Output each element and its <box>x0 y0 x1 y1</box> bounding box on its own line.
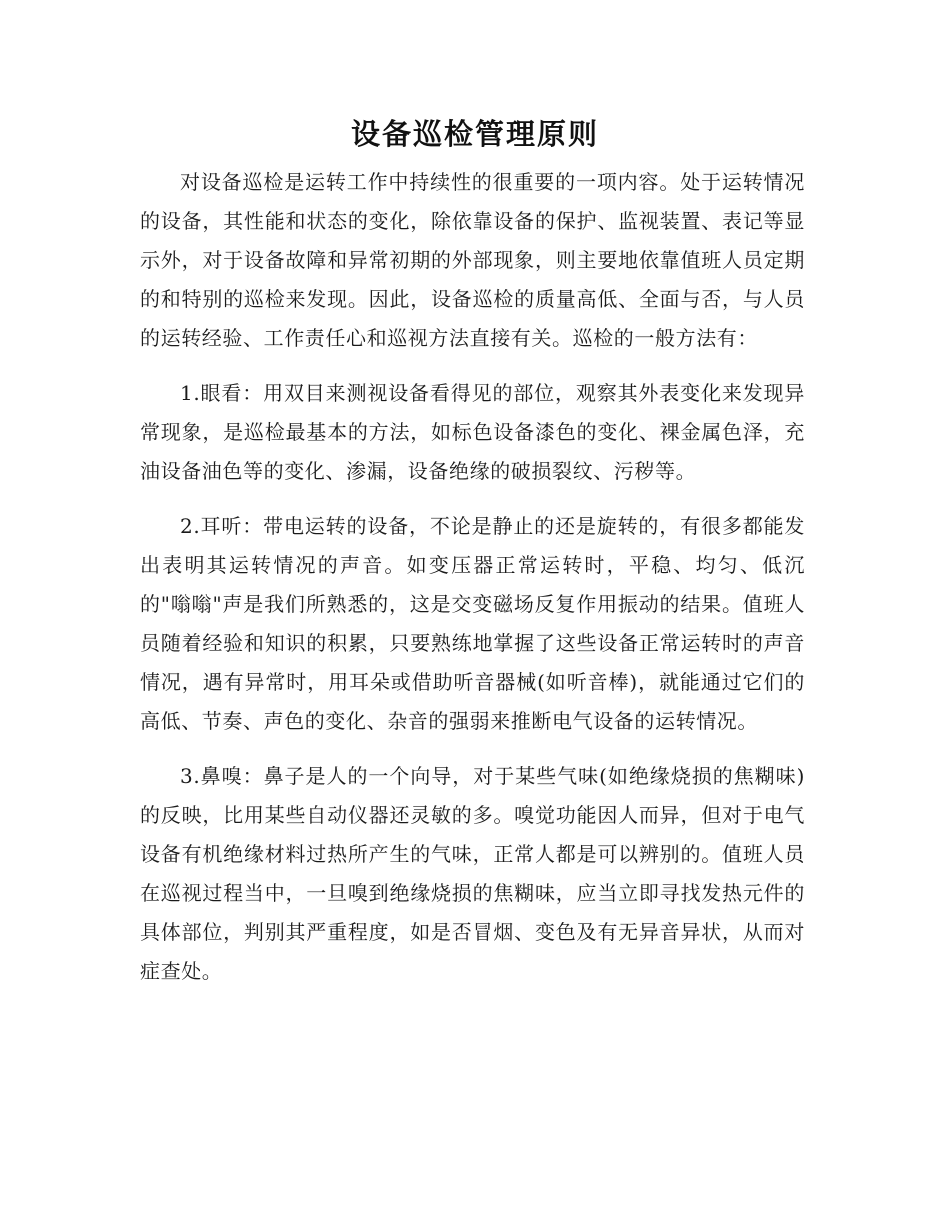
intro-paragraph: 对设备巡检是运转工作中持续性的很重要的一项内容。处于运转情况的设备，其性能和状态的变化，除依靠设备的保护、监视装置、表记等显示外，对于设备故障和异常初期的外部现象，则主要地依靠值班人员定期的和特别的巡检来发现。因此，设备巡检的质量高低、全面与否，与人员的运转经验、工作责任心和巡视方法直接有关。巡检的一般方法有： <box>140 170 805 350</box>
method-smell-paragraph: 3.鼻嗅：鼻子是人的一个向导，对于某些气味(如绝缘烧损的焦糊味)的反映，比用某些自动仪器还灵敏的多。嗅觉功能因人而异，但对于电气设备有机绝缘材料过热所产生的气味，正常人都是可以辨别的。值班人员在巡视过程当中，一旦嗅到绝缘烧损的焦糊味，应当立即寻找发热元件的具体部位，判别其严重程度，如是否冒烟、变色及有无异音异状，从而对症查处。 <box>140 764 805 983</box>
document-title: 设备巡检管理原则 <box>350 117 599 151</box>
method-look-paragraph: 1.眼看：用双目来测视设备看得见的部位，观察其外表变化来发现异常现象，是巡检最基本的方法，如标色设备漆色的变化、裸金属色泽，充油设备油色等的变化、渗漏，设备绝缘的破损裂纹、污秽等。 <box>140 381 805 483</box>
method-listen-paragraph: 2.耳听：带电运转的设备，不论是静止的还是旋转的，有很多都能发出表明其运转情况的声音。如变压器正常运转时，平稳、均匀、低沉的"嗡嗡"声是我们所熟悉的，这是交变磁场反复作用振动的结果。值班人员随着经验和知识的积累，只要熟练地掌握了这些设备正常运转时的声音情况，遇有异常时，用耳朵或借助听音器械(如听音棒)，就能通过它们的高低、节奏、声色的变化、杂音的强弱来推断电气设备的运转情况。 <box>140 514 805 733</box>
document-body <box>140 163 805 1007</box>
